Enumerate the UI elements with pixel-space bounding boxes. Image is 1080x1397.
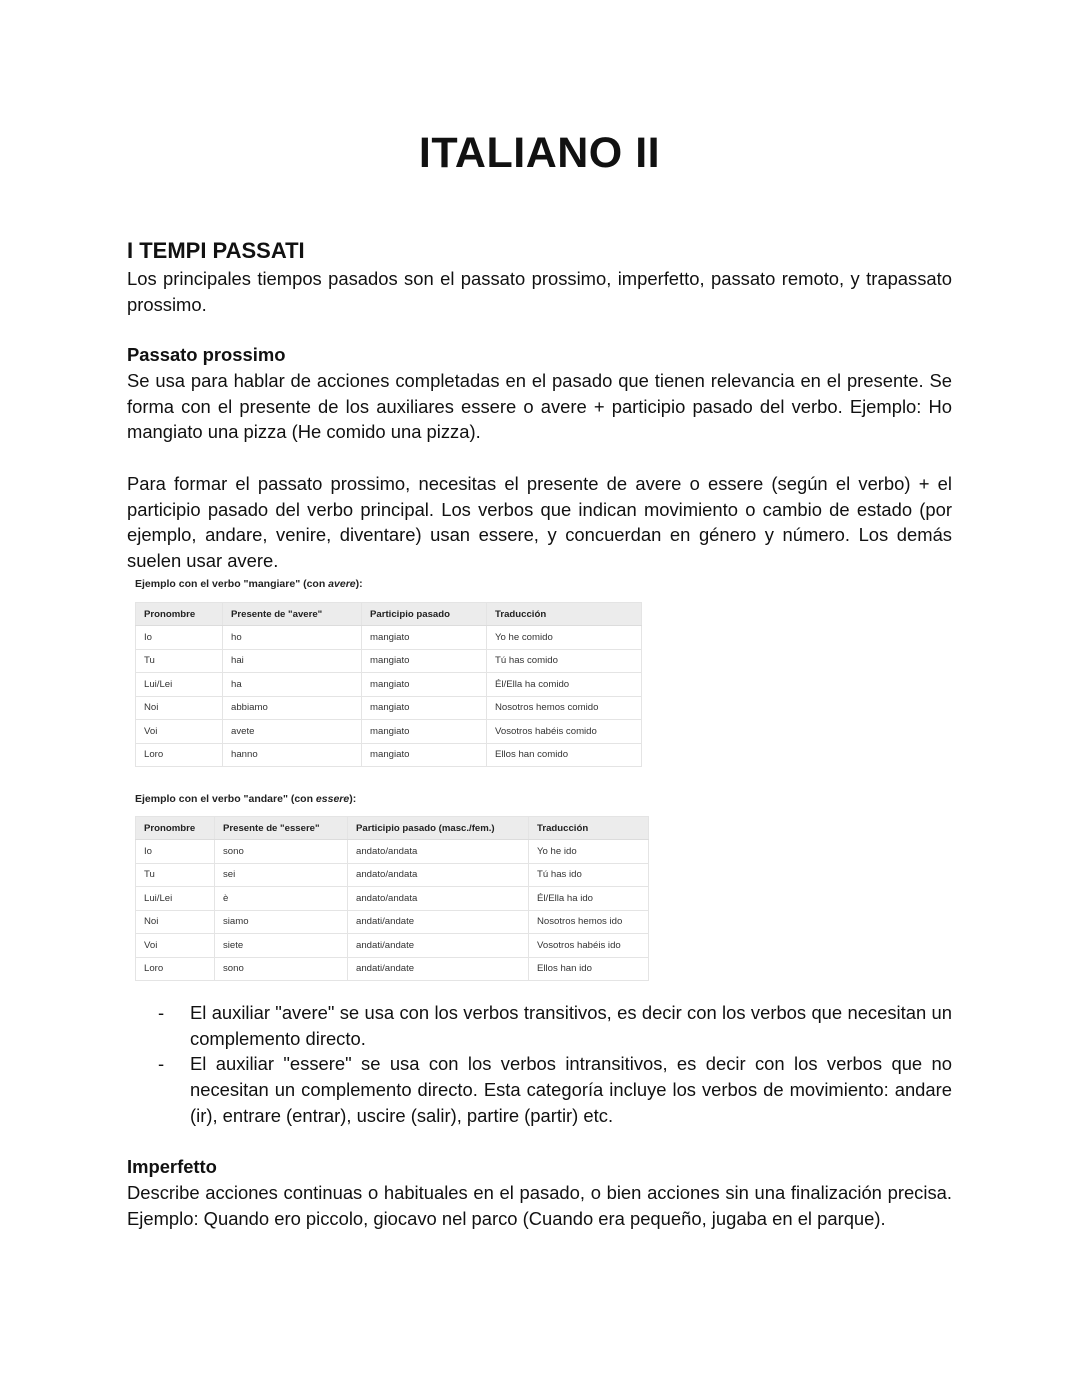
list-item-text: El auxiliar "essere" se usa con los verbos intransitivos, es decir con los verbos que no necesitan un complemento directo. Esta categoría incluye los verbos de movimiento: andare (ir), entrare (entrar), uscire (salir), partire (partir) etc. — [190, 1053, 952, 1126]
table-cell: Voi — [136, 934, 215, 958]
auxiliary-notes-list — [127, 1000, 952, 1129]
column-header: Traducción — [487, 603, 642, 626]
table-cell: Lui/Lei — [136, 673, 223, 697]
table-row — [136, 720, 642, 744]
table-row — [136, 649, 642, 673]
table-row — [136, 626, 642, 650]
table-cell: Nosotros hemos ido — [529, 910, 649, 934]
list-item — [127, 1000, 952, 1051]
table-header-row — [136, 603, 642, 626]
table-row — [136, 934, 649, 958]
list-item-text: El auxiliar "avere" se usa con los verbos transitivos, es decir con los verbos que necesitan un complemento directo. — [190, 1002, 952, 1049]
table-cell: Io — [136, 626, 223, 650]
table-cell: mangiato — [362, 696, 487, 720]
table-cell: hanno — [223, 743, 362, 767]
column-header: Presente de "essere" — [215, 817, 348, 840]
table-cell: Loro — [136, 957, 215, 981]
column-header: Pronombre — [136, 817, 215, 840]
table-cell: Ellos han comido — [487, 743, 642, 767]
column-header: Traducción — [529, 817, 649, 840]
table-cell: siete — [215, 934, 348, 958]
table-cell: Yo he ido — [529, 840, 649, 864]
table-cell: andati/andate — [348, 910, 529, 934]
table-cell: Lui/Lei — [136, 887, 215, 911]
passato-prossimo-paragraph-2: Para formar el passato prossimo, necesitas el presente de avere o essere (según el verbo) + el participio pasado del verbo principal. Los verbos que indican movimiento o cambio de estado (por ejemplo, andare, venire, diventare) usan essere, y concuerdan en género y número. Los demás suelen usar avere. — [127, 473, 952, 572]
table-cell: Ellos han ido — [529, 957, 649, 981]
table-cell: Él/Ella ha comido — [487, 673, 642, 697]
table-row — [136, 957, 649, 981]
table-cell: Tu — [136, 863, 215, 887]
table-cell: Él/Ella ha ido — [529, 887, 649, 911]
table-cell: Loro — [136, 743, 223, 767]
table-cell: Yo he comido — [487, 626, 642, 650]
column-header: Pronombre — [136, 603, 223, 626]
table-essere-caption: Ejemplo con el verbo "andare" (con essere): — [135, 793, 357, 805]
table-cell: sono — [215, 957, 348, 981]
table-cell: mangiato — [362, 673, 487, 697]
table-cell: avete — [223, 720, 362, 744]
table-cell: Voi — [136, 720, 223, 744]
table-cell: mangiato — [362, 626, 487, 650]
section-heading: I TEMPI PASSATI — [127, 238, 305, 263]
column-header: Participio pasado — [362, 603, 487, 626]
table-cell: andato/andata — [348, 887, 529, 911]
table-cell: abbiamo — [223, 696, 362, 720]
table-cell: mangiato — [362, 649, 487, 673]
table-row — [136, 840, 649, 864]
table-header-row — [136, 817, 649, 840]
list-bullet: - — [158, 1053, 165, 1075]
table-row — [136, 887, 649, 911]
table-row — [136, 863, 649, 887]
table-cell: sono — [215, 840, 348, 864]
column-header: Presente de "avere" — [223, 603, 362, 626]
passato-prossimo-heading: Passato prossimo — [127, 344, 286, 365]
table-cell: sei — [215, 863, 348, 887]
conjugation-table-avere — [135, 602, 642, 767]
table-cell: ha — [223, 673, 362, 697]
table-cell: è — [215, 887, 348, 911]
column-header: Participio pasado (masc./fem.) — [348, 817, 529, 840]
table-cell: Noi — [136, 696, 223, 720]
table-cell: andato/andata — [348, 840, 529, 864]
list-item — [127, 1051, 952, 1128]
list-bullet: - — [158, 1002, 165, 1023]
imperfetto-heading: Imperfetto — [127, 1156, 217, 1177]
table-cell: hai — [223, 649, 362, 673]
table-cell: andato/andata — [348, 863, 529, 887]
table-row — [136, 673, 642, 697]
table-avere-caption: Ejemplo con el verbo "mangiare" (con avere): — [135, 578, 363, 590]
imperfetto-paragraph: Describe acciones continuas o habituales en el pasado, o bien acciones sin una finalización precisa. Ejemplo: Quando ero piccolo, giocavo nel parco (Cuando era pequeño, jugaba en el parque). — [127, 1182, 952, 1229]
table-row — [136, 696, 642, 720]
passato-prossimo-paragraph-1: Se usa para hablar de acciones completadas en el pasado que tienen relevancia en el presente. Se forma con el presente de los auxiliares essere o avere + participio pasado del verbo. Ejemplo: Ho mangiato una pizza (He comido una pizza). — [127, 370, 952, 443]
section-intro: Los principales tiempos pasados son el passato prossimo, imperfetto, passato remoto, y trapassato prossimo. — [127, 268, 952, 315]
table-cell: mangiato — [362, 743, 487, 767]
table-cell: Io — [136, 840, 215, 864]
table-cell: andati/andate — [348, 957, 529, 981]
table-cell: Tú has ido — [529, 863, 649, 887]
table-cell: Tú has comido — [487, 649, 642, 673]
table-cell: mangiato — [362, 720, 487, 744]
table-row — [136, 910, 649, 934]
table-row — [136, 743, 642, 767]
table-cell: siamo — [215, 910, 348, 934]
table-cell: Tu — [136, 649, 223, 673]
table-cell: Noi — [136, 910, 215, 934]
table-cell: Nosotros hemos comido — [487, 696, 642, 720]
table-cell: ho — [223, 626, 362, 650]
table-cell: Vosotros habéis ido — [529, 934, 649, 958]
document-title: ITALIANO II — [418, 129, 661, 177]
conjugation-table-essere — [135, 816, 649, 981]
table-cell: Vosotros habéis comido — [487, 720, 642, 744]
table-cell: andati/andate — [348, 934, 529, 958]
